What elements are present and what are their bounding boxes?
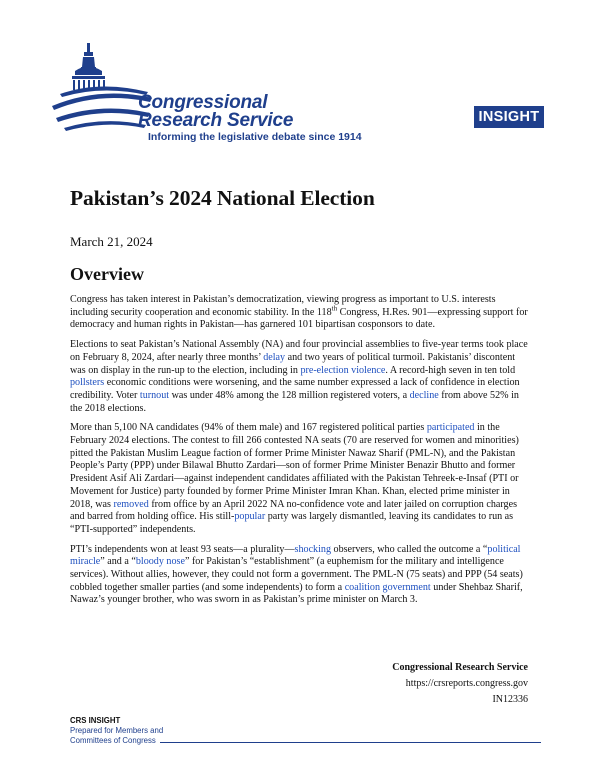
text-run: economic conditions were worsening, and the same number expressed a lack of confidence in election credibility. Voter bbox=[70, 377, 520, 401]
text-run: Elections to seat Pakistan’s National Assembly (NA) and four provincial assemblies to five-year terms took place on February 8, 2024, after nearly three months’ bbox=[70, 339, 528, 363]
text-run: PTI’s independents won at least 93 seats—a plurality— bbox=[70, 543, 295, 555]
org-name-line2: Research Service bbox=[138, 110, 294, 131]
prepared-for-line2: Committees of Congress bbox=[70, 736, 156, 745]
crs-insight-label: CRS INSIGHT bbox=[70, 716, 121, 725]
paragraph-3 bbox=[70, 422, 532, 536]
crs-logo bbox=[50, 40, 362, 150]
text-run: Congress, H.Res. 901—expressing support for democracy and human rights in Pakistan—has garnered 101 bipartisan cosponsors to date. bbox=[70, 306, 528, 331]
link-pollsters[interactable]: pollsters bbox=[70, 377, 105, 389]
text-run: in the February 2024 elections. The contest to fill 266 contested NA seats (70 are reserved for women and minorities) pitted the Pakistan Muslim League faction of former Prime Minister Nawaz Sharif (PML-N), and the Pakistan People’s Party (PPP) under Bilawal Bhutto Zardari—son of former Prime Minister Benazir Bhutto and former President Asif Ali Zardari—against independent candidates affiliated with the Pakistan Tehreek-e-Insaf (PTI or Movement for Justice) party founded by former Prime Minister Imran Khan. Khan, elected prime minister in 2018, was bbox=[70, 422, 519, 510]
text-run: ” and a “ bbox=[100, 556, 136, 568]
link-delay[interactable]: delay bbox=[263, 351, 286, 363]
document-body bbox=[70, 294, 532, 614]
link-turnout[interactable]: turnout bbox=[139, 389, 170, 401]
text-run: from above 52% in the 2018 elections. bbox=[70, 389, 519, 414]
text-run: Congress has taken interest in Pakistan’s democratization, viewing progress as important to U.S. interests including security cooperation and economic stability. In the 118 bbox=[70, 294, 496, 318]
text-run: under Shehbaz Sharif, Nawaz’s younger brother, who was sworn in as Pakistan’s prime minister on March 3. bbox=[70, 581, 523, 606]
link-bloody-nose[interactable]: bloody nose bbox=[135, 556, 185, 568]
report-id: IN12336 bbox=[492, 694, 528, 705]
paragraph-2 bbox=[70, 339, 532, 415]
footer-divider bbox=[160, 742, 541, 743]
text-run: party was largely dismantled, leaving its candidates to run as “PTI-supported” independents. bbox=[70, 511, 514, 535]
text-run: and two years of political turmoil. Pakistanis’ discontent was on display in the run-up to the election, including in bbox=[70, 351, 516, 376]
link-shocking[interactable]: shocking bbox=[294, 543, 331, 555]
text-run: ” for Pakistan’s “establishment” (a euphemism for the military and intelligence services). Without allies, however, they could not form a government. The PML-N (75 seats) and PPP (54 seats) cobbled together smaller parties (and some independents) to form a bbox=[70, 556, 523, 593]
superscript: th bbox=[331, 304, 338, 313]
text-run: from office by an April 2022 NA no-confidence vote and later jailed on corruption charges and barred from holding office. His still- bbox=[70, 498, 518, 523]
link-political-miracle[interactable]: political miracle bbox=[70, 543, 521, 568]
footer-block bbox=[392, 660, 528, 708]
footer-url[interactable]: https://crsreports.congress.gov bbox=[405, 678, 528, 689]
link-removed[interactable]: removed bbox=[113, 498, 149, 510]
document-title: Pakistan’s 2024 National Election bbox=[70, 186, 375, 210]
section-heading: Overview bbox=[70, 264, 144, 284]
insight-badge: INSIGHT bbox=[474, 106, 544, 128]
org-name-line1: Congressional bbox=[138, 92, 268, 113]
publication-date: March 21, 2024 bbox=[70, 234, 153, 249]
text-run: observers, who called the outcome a “ bbox=[331, 543, 488, 555]
crs-insight-footer bbox=[70, 716, 163, 746]
link-popular[interactable]: popular bbox=[234, 511, 266, 523]
text-run: was under 48% among the 128 million registered voters, a bbox=[169, 389, 410, 401]
prepared-for-line1: Prepared for Members and bbox=[70, 726, 164, 735]
text-run: . A record-high seven in ten told bbox=[385, 364, 516, 376]
footer-org: Congressional Research Service bbox=[392, 662, 528, 673]
link-coalition-government[interactable]: coalition government bbox=[344, 581, 431, 593]
link-decline[interactable]: decline bbox=[409, 389, 439, 401]
text-run: More than 5,100 NA candidates (94% of them male) and 167 registered political parties bbox=[70, 422, 427, 434]
link-participated[interactable]: participated bbox=[426, 422, 475, 434]
link-pre-election-violence[interactable]: pre-election violence bbox=[300, 364, 386, 376]
paragraph-1 bbox=[70, 294, 532, 332]
org-tagline: Informing the legislative debate since 1914 bbox=[148, 131, 362, 143]
paragraph-4 bbox=[70, 544, 532, 608]
